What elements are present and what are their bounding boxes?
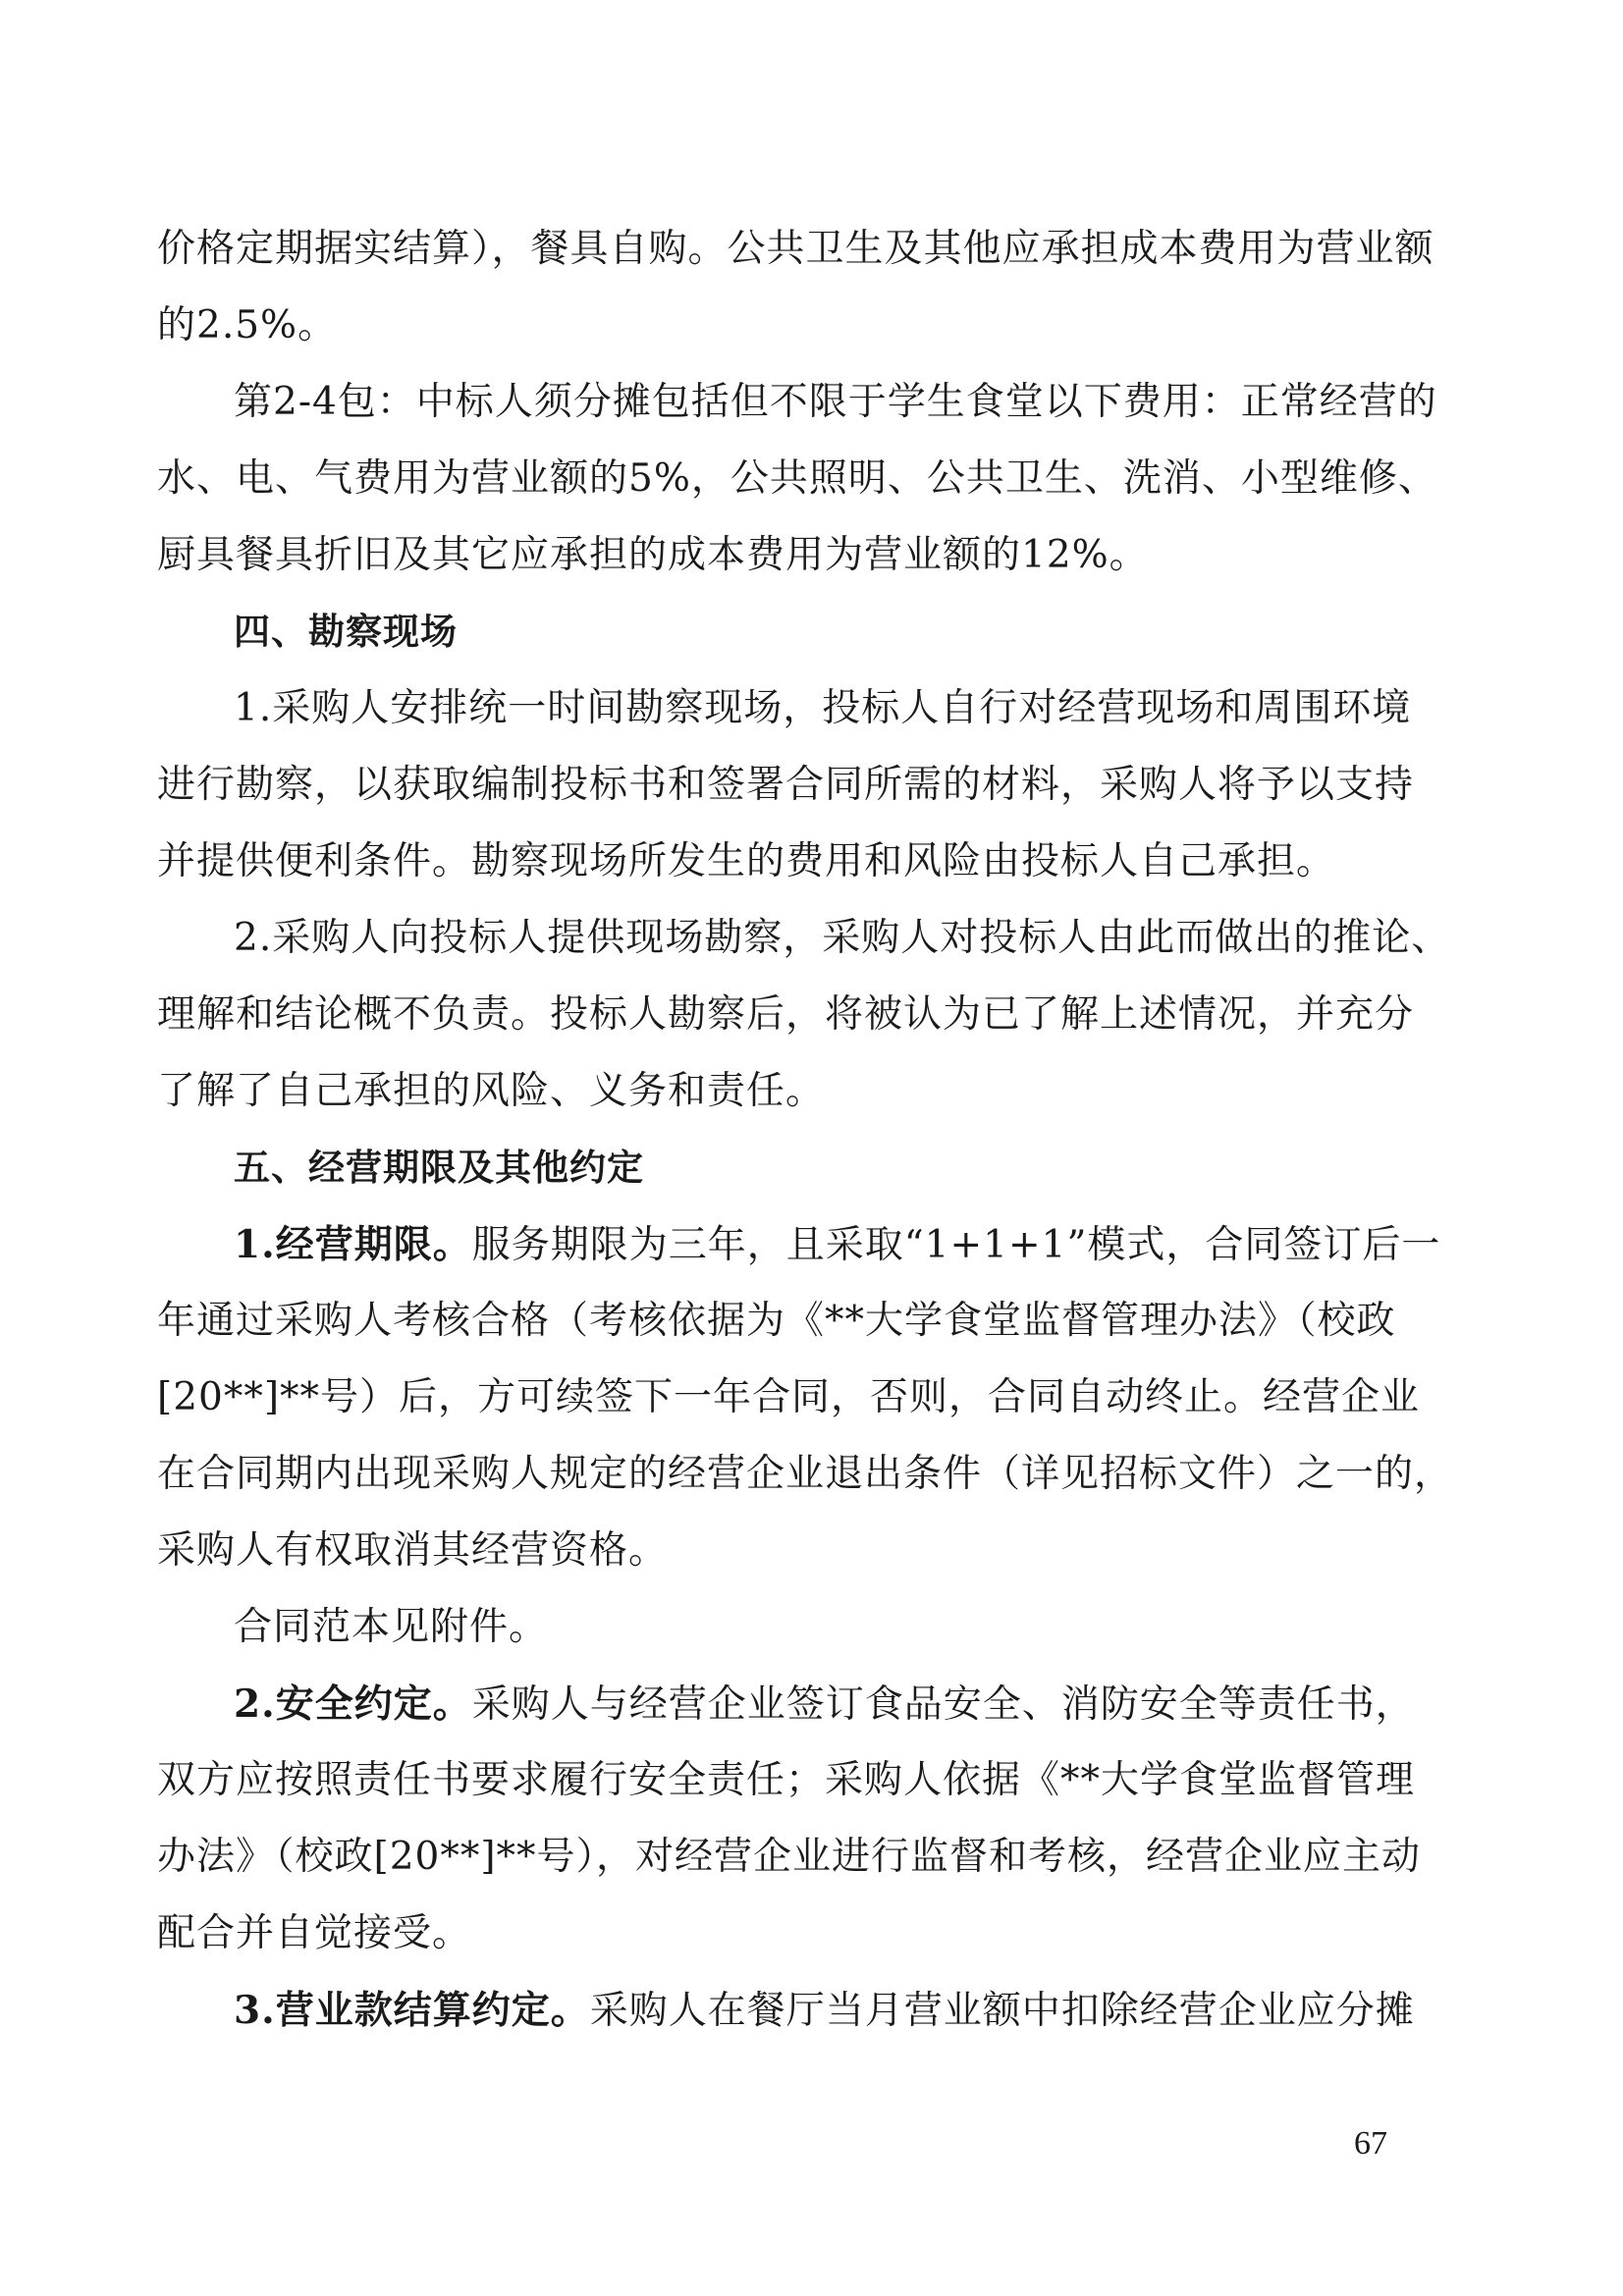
paragraph-line xyxy=(157,1666,1415,1742)
paragraph-line: 年通过采购人考核合格（考核依据为《**大学食堂监督管理办法》（校政 xyxy=(157,1299,1396,1343)
paragraph-line: 价格定期据实结算），餐具自购。公共卫生及其他应承担成本费用为营业额 xyxy=(157,227,1434,271)
page-number: 67 xyxy=(1354,2125,1387,2162)
paragraph-line: 的2.5%。 xyxy=(157,303,338,347)
clause-text: 采购人与经营企业签订食品安全、消防安全等责任书， xyxy=(471,1682,1415,1727)
paragraph-line: 第2-4包：中标人须分摊包括但不限于学生食堂以下费用：正常经营的 xyxy=(234,380,1437,424)
paragraph-line: 理解和结论概不负责。投标人勘察后，将被认为已了解上述情况，并充分 xyxy=(157,992,1415,1037)
paragraph-line: 双方应按照责任书要求履行安全责任；采购人依据《**大学食堂监督管理 xyxy=(157,1758,1416,1802)
paragraph-line xyxy=(157,1972,1415,2049)
document-body xyxy=(157,211,1454,2049)
clause-text: 服务期限为三年，且采取“1+1+1”模式，合同签订后一 xyxy=(471,1223,1441,1267)
section-heading: 四、勘察现场 xyxy=(234,611,458,653)
paragraph-line: 2.采购人向投标人提供现场勘察，采购人对投标人由此而做出的推论、 xyxy=(234,916,1451,960)
paragraph-line: 了解了自己承担的风险、义务和责任。 xyxy=(157,1069,826,1113)
clause-lead: 1.经营期限。 xyxy=(234,1222,472,1267)
paragraph-line: 进行勘察，以获取编制投标书和签署合同所需的材料，采购人将予以支持 xyxy=(157,763,1415,807)
clause-lead: 2.安全约定。 xyxy=(234,1682,472,1727)
paragraph-line: 配合并自觉接受。 xyxy=(157,1911,472,1955)
paragraph-line: 办法》（校政[20**]**号），对经营企业进行监督和考核，经营企业应主动 xyxy=(157,1835,1422,1879)
clause-text: 采购人在餐厅当月营业额中扣除经营企业应分摊 xyxy=(589,1989,1415,2033)
paragraph-line: 采购人有权取消其经营资格。 xyxy=(157,1528,669,1573)
paragraph-line: 在合同期内出现采购人规定的经营企业退出条件（详见招标文件）之一的， xyxy=(157,1452,1454,1496)
paragraph-line: 厨具餐具折旧及其它应承担的成本费用为营业额的12%。 xyxy=(157,533,1149,577)
paragraph-line xyxy=(157,1206,1441,1283)
paragraph-line: 并提供便利条件。勘察现场所发生的费用和风险由投标人自己承担。 xyxy=(157,839,1336,883)
paragraph-line: [20**]**号）后，方可续签下一年合同，否则，合同自动终止。经营企业 xyxy=(157,1375,1421,1419)
section-heading: 五、经营期限及其他约定 xyxy=(234,1147,644,1189)
paragraph-line: 水、电、气费用为营业额的5%，公共照明、公共卫生、洗消、小型维修、 xyxy=(157,456,1437,501)
paragraph-line: 合同范本见附件。 xyxy=(234,1605,549,1649)
clause-lead: 3.营业款结算约定。 xyxy=(234,1988,590,2033)
paragraph-line: 1.采购人安排统一时间勘察现场，投标人自行对经营现场和周围环境 xyxy=(234,686,1412,730)
